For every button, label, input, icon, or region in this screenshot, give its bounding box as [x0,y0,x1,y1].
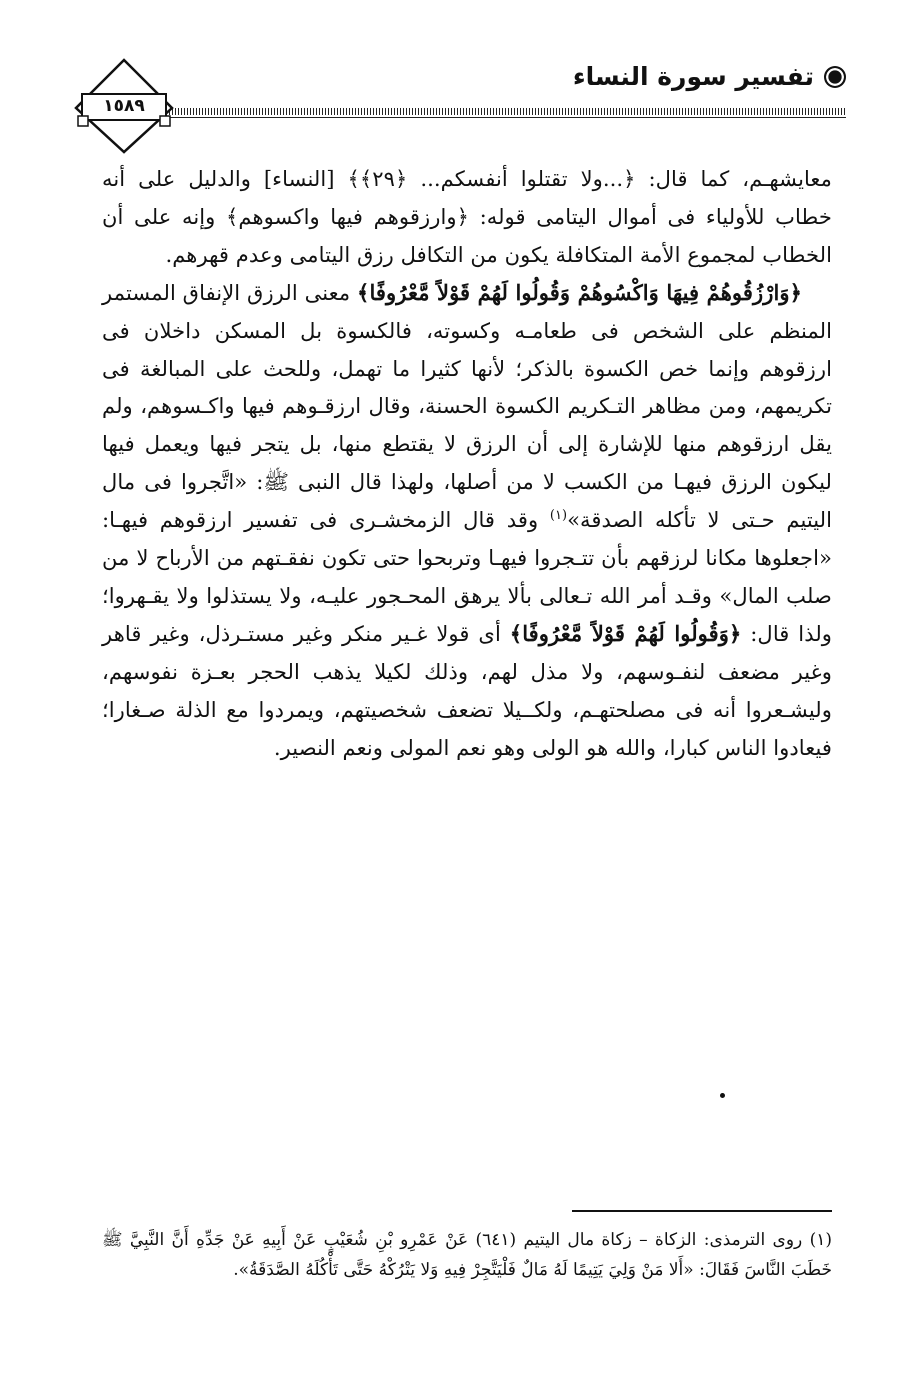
footnote-text: (١) روى الترمذى: الزكاة – زكاة مال اليتيم (٦٤١) عَنْ عَمْرِو بْنِ شُعَيْبٍ عَنْ أَبِيهِ عَنْ جَدِّهِ أَنَّ النَّبِيَّ ﷺ خَطَبَ النَّاسَ فَقَالَ: «أَلا مَنْ وَلِيَ يَتِيمًا لَهُ مَالٌ فَلْيَتَّجِرْ فِيهِ وَلا يَتْرُكْهُ حَتَّى تَأْكُلَهُ الصَّدَقَةُ». [102,1230,832,1280]
paragraph-text: أى قولا غـير منكر وغير مستـرذل، وغير قاهر وغير مضعف لنفـوسهم، ولا مذل لهم، وذلك لكيلا يذهب الحجر بعـزة نفوسهم، وليشـعروا أنه فى مصلحتهـم، ولكــيلا تضعف شخصيتهم، ويمردوا مع الذلة صـغارا؛ فيعادوا الناس كبارا، والله هو الولى وهو نعم المولى ونعم النصير. [102,620,832,760]
page-number: ١٥٨٩ [103,96,145,116]
paragraph [102,274,832,767]
ornament-icon [824,66,846,88]
header-rule [166,108,846,115]
body-text [102,160,832,767]
quran-quote: ﴿وَارْزُقُوهُمْ فِيهَا وَاكْسُوهُمْ وَقُولُوا لَهُمْ قَوْلاً مَّعْرُوفًا﴾ [357,279,802,305]
page-header [74,58,846,154]
running-title-text: تفسير سورة النساء [572,62,814,91]
page-number-badge [74,58,174,154]
paragraph-text: وقد قال الزمخشـرى فى تفسير ارزقوهم فيهـا: «اجعلوها مكانا لرزقهم بأن تتـجروا فيهـا وتربحوا حتى تكون نفقـتهم من الأرباح لا من صلب المال» وقـد أمر الله تـعالى بألا يرهق المحـجور عليـه، ولا يستذلوا ولا يقـهروا؛ ولذا قال: [102,507,833,646]
footnote-marker: (١) [549,508,568,524]
stray-dot [720,1093,725,1098]
quran-quote: ﴿وَقُولُوا لَهُمْ قَوْلاً مَّعْرُوفًا﴾ [509,620,742,646]
paragraph-text: معنى الرزق الإنفاق المستمر المنظم على الشخص فى طعامـه وكسوته، فالكسوة بل المسكن داخلان فى ارزقوهم وإنما خص الكسوة بالذكر؛ لأنها كثيرا ما تهمل، وللحث على المبالغة فى تكريمهم، ومن مظاهر التـكريم الكسوة الحسنة، وقال ارزقـوهم فيها واكـسوهم، ولم يقل ارزقوهم منها للإشارة إلى أن الرزق لا يقتطع منها، بل يتجر فيها ويعمل فيها ليكون الرزق فيهـا من الكسب لا من أصلها، ولهذا قال النبى ﷺ: «اتَّجروا فى مال اليتيم حـتى لا تأكله الصدقة» [102,279,832,533]
running-title [573,62,846,91]
paragraph: معايشهـم، كما قال: ﴿...ولا تقتلوا أنفسكم... ﴿٢٩﴾﴾ [النساء] والدليل على أنه خطاب للأولياء فى أموال اليتامى قوله: ﴿وارزقوهم فيها واكسوهم﴾ وإنه على أن الخطاب لمجموع الأمة المتكافلة يكون من التكافل رزق اليتامى وعدم قهرهم. [102,166,833,267]
footnote-rule [572,1210,832,1212]
footnote [102,1225,832,1285]
